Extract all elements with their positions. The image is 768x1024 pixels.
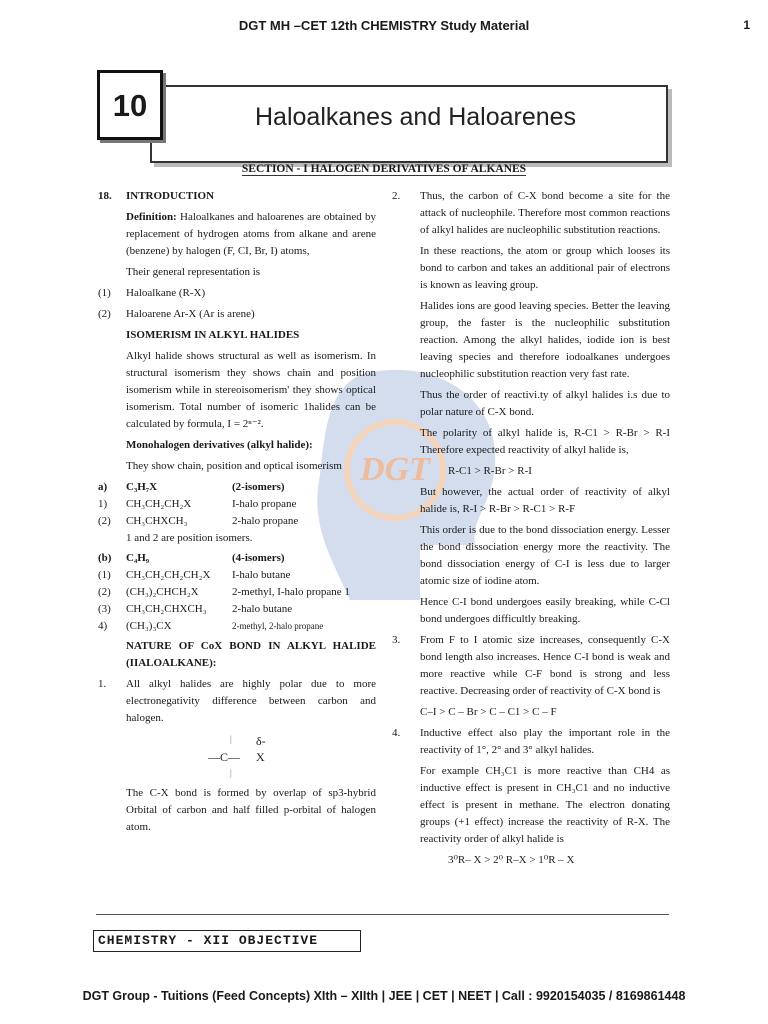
section-title: SECTION - I HALOGEN DERIVATIVES OF ALKANES xyxy=(241,163,527,175)
isomer-row: 4) (CH₃)₃CX 2-methyl, 2-halo propane xyxy=(98,620,324,632)
rep-item-1: (1) Haloalkane (R-X) xyxy=(98,287,206,299)
isomer-row: (2) CH₃CHXCH₃ 2-halo propane xyxy=(98,515,299,527)
rep-item-2: (2) Haloarene Ar-X (Ar is arene) xyxy=(98,308,255,320)
delta-minus: δ- xyxy=(256,734,266,748)
leaving-group-text: In these reactions, the atom or group which looses its bond to carbon and takes an additional pair of electrons is known as leaving group. xyxy=(420,245,670,291)
alkyl-reactivity-order: 3⁰R– X > 2⁰ R–X > 1⁰R – X xyxy=(448,854,575,866)
position-note: 1 and 2 are position isomers. xyxy=(126,532,253,544)
isomer-row: (3) CH₃CH₂CHXCH₃ 2-halo butane xyxy=(98,603,293,615)
point-3: 3. From F to I atomic size increases, consequently C-X bond length also increases. Hence C-I bond is weak and more reactive while C-F bond is strong and less reactive. Decreasing order of reactivity of C-X bond is xyxy=(392,634,670,697)
bond-bottom-tick: | xyxy=(230,768,232,778)
breaking-text: Hence C-I bond undergoes easily breaking, while C-Cl bond undergoes difficultly breaking. xyxy=(420,596,670,625)
nature-heading: NATURE OF CoX BOND IN ALKYL HALIDE (IIALOALKANE): xyxy=(126,640,376,669)
left-column xyxy=(98,188,376,840)
halogen-atom: X xyxy=(256,750,265,764)
page-header: DGT MH –CET 12th CHEMISTRY Study Material xyxy=(238,18,530,33)
mono-text: They show chain, position and optical isomerism xyxy=(126,460,342,472)
subject-box: CHEMISTRY - XII OBJECTIVE xyxy=(93,930,361,952)
isomer-row: 1) CH₃CH₂CH₂X I-halo propane xyxy=(98,498,297,510)
carbon-atom: —C— xyxy=(208,750,241,764)
actual-order-text: But however, the actual order of reactivity of alkyl halide is, R-I > R-Br > R-C1 > R-F xyxy=(420,486,670,515)
general-rep: Their general representation is xyxy=(126,266,261,278)
right-column xyxy=(392,188,670,873)
halide-ions-text: Halides ions are good leaving species. Better the leaving group, the faster is the nucleophilic substitution reaction. Among the alkyl halides, iodide ion is best leaving species and therefore iodoalkanes undergoes nucleophilic substitution reaction very fast rate. xyxy=(420,300,670,380)
mono-heading: Monohalogen derivatives (alkyl halide): xyxy=(126,439,313,451)
chapter-number-box: 10 xyxy=(97,70,163,140)
point-4: 4. Inductive effect also play the important role in the reactivity of 1°, 2° and 3° alkyl halides. xyxy=(392,727,670,756)
polarity-text: The polarity of alkyl halide is, R-C1 > R-Br > R-I Therefore expected reactivity of alkyl halide is, xyxy=(420,427,670,456)
point-2: 2. Thus, the carbon of C-X bond become a site for the attack of nucleophile. Therefore most common reactions of alkyl halides are nucleophilic substitution reactions. xyxy=(392,190,670,236)
page-number: 1 xyxy=(743,18,750,32)
isomer-row: (2) (CH₃)₂CHCH₂X 2-methyl, I-halo propane 1 xyxy=(98,586,350,598)
reactivity-order-text: Thus the order of reactivi.ty of alkyl halides i.s due to polar nature of C-X bond. xyxy=(420,389,670,418)
bond-reactivity-order: C–I > C – Br > C – C1 > C – F xyxy=(420,706,557,718)
isomerism-heading: ISOMERISM IN ALKYL HALIDES xyxy=(126,329,300,341)
isomer-row: (1) CH₃CH₂CH₂CH₂X I-halo butane xyxy=(98,569,291,581)
page-footer: DGT Group - Tuitions (Feed Concepts) XIth – XIIth | JEE | CET | NEET | Call : 9920154035 / 8169861448 xyxy=(82,989,686,1003)
overlap-text: The C-X bond is formed by overlap of sp3-hybrid Orbital of carbon and half filled p-orbital of halogen atom. xyxy=(126,787,376,833)
logo-text: DGT xyxy=(360,451,430,488)
expected-order: R-C1 > R-Br > R-I xyxy=(448,465,532,477)
isomer-b-heading: (b) C₄H₉ (4-isomers) xyxy=(98,552,285,564)
bond-energy-text: This order is due to the bond dissociation energy. Lesser the bond dissociation energy more the reactivity. The bond dissociation energy of C-I is less due to larger atomic size of iodine atom. xyxy=(420,524,670,587)
intro-heading: 18. INTRODUCTION xyxy=(98,190,215,202)
definition: Definition: Haloalkanes and haloarenes are obtained by replacement of hydrogen atoms from alkane and arene (benzene) by halogen (F, CI, Br, I) atoms, xyxy=(126,211,376,257)
isomer-a-heading: a) C₃H₇X (2-isomers) xyxy=(98,481,285,493)
inductive-example: For example CH₃C1 is more reactive than CH4 as inductive effect is present in CH₃C1 and no inductive effect is present in methane. The electron donating groups (+1 effect) increase the reactivity of R-X. The reactivity order of alkyl halide is xyxy=(420,765,670,845)
chapter-title: Haloalkanes and Haloarenes xyxy=(255,103,577,131)
c-x-bond-diagram xyxy=(98,731,376,785)
bottom-rule xyxy=(96,914,669,915)
isomerism-text: Alkyl halide shows structural as well as isomerism. In structural isomerism they shows chain and position isomerism while in stereoisomerism' they shows optical isomerism. Total number of isomeric 1halides can be calculated by formula, I = 2ⁿ⁻². xyxy=(126,350,376,430)
point-1: 1. All alkyl halides are highly polar due to more electronegativity difference between carbon and halogen. xyxy=(98,678,376,724)
bond-top-tick: | xyxy=(230,734,232,744)
